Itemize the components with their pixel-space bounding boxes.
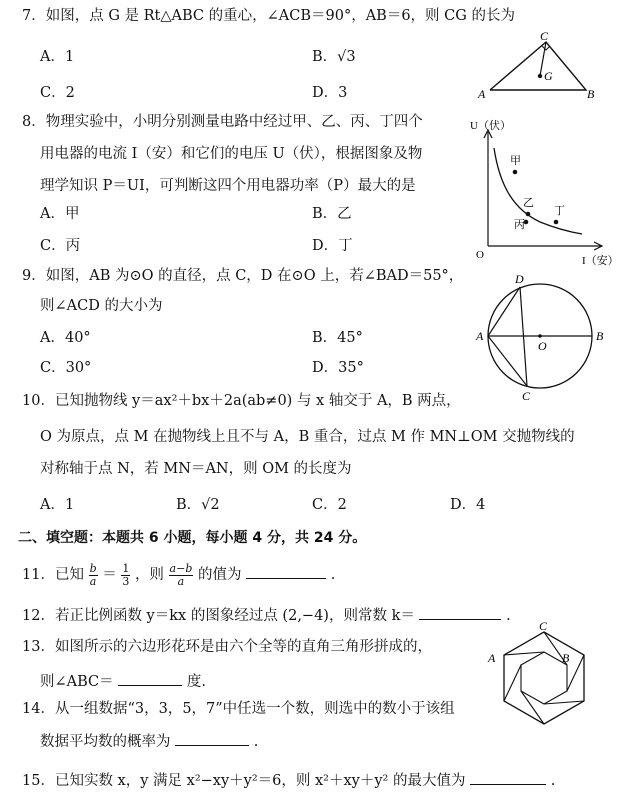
q9-option-b: B．45° bbox=[312, 330, 363, 346]
q8-option-d: D．丁 bbox=[312, 238, 353, 254]
q11-frac1-den: a bbox=[89, 574, 97, 588]
q8-label-yi: 乙 bbox=[523, 197, 534, 209]
q7-label-g: G bbox=[544, 69, 553, 83]
q11-frac2-den: 3 bbox=[122, 574, 130, 588]
q8-current-voltage-chart bbox=[470, 118, 620, 268]
q7-stem: 7．如图，点 G 是 Rt△ABC 的重心，∠ACB＝90°，AB＝6，则 CG 的长为 bbox=[22, 8, 515, 24]
q13-unit: 度. bbox=[186, 674, 206, 690]
q13-line-1: 13．如图所示的六边形花环是由六个全等的直角三角形拼成的， bbox=[22, 639, 432, 655]
q15-line bbox=[22, 768, 555, 791]
q10-option-b: B．√2 bbox=[176, 497, 220, 513]
q8-option-c: C．丙 bbox=[40, 238, 81, 254]
q15-text: 15．已知实数 x，y 满足 x²−xy＋y²＝6，则 x²＋xy＋y² 的最大值为 bbox=[22, 773, 466, 789]
q7-option-a: A．1 bbox=[40, 49, 75, 65]
q10-option-a: A．1 bbox=[40, 497, 75, 513]
q9-label-d: D bbox=[515, 272, 524, 286]
q9-line-2: 则∠ACD 的大小为 bbox=[40, 298, 163, 314]
q13-answer-blank[interactable] bbox=[118, 669, 182, 686]
q7-label-a: A bbox=[478, 87, 486, 101]
q8-label-u-axis: U（伏） bbox=[470, 120, 511, 132]
q15-end: . bbox=[550, 773, 556, 789]
q8-line-1: 8．物理实验中，小明分别测量电路中经过甲、乙、丙、丁四个 bbox=[22, 114, 423, 130]
q9-label-c: C bbox=[522, 389, 531, 403]
q9-label-b: B bbox=[596, 329, 604, 343]
q12-text: 12．若正比例函数 y＝kx 的图象经过点 (2,−4)，则常数 k＝ bbox=[22, 608, 415, 624]
q8-option-a: A．甲 bbox=[40, 206, 80, 222]
q8-label-jia: 甲 bbox=[510, 155, 521, 167]
q13-label-c: C bbox=[539, 619, 548, 633]
q8-label-ding: 丁 bbox=[554, 205, 565, 217]
q8-line-3: 理学知识 P＝UI，可判断这四个用电器功率（P）最大的是 bbox=[40, 178, 416, 194]
q7-triangle-figure bbox=[470, 28, 610, 103]
q14-line-2-text: 数据平均数的概率为 bbox=[40, 734, 171, 750]
q13-label-a: A bbox=[488, 651, 496, 665]
q8-label-origin: O bbox=[476, 249, 484, 261]
q8-label-i-axis: I（安） bbox=[582, 255, 619, 267]
q9-option-a: A．40° bbox=[40, 330, 91, 346]
q13-line-2-text: 则∠ABC＝ bbox=[40, 674, 114, 690]
q11-frac1-num: b bbox=[89, 561, 97, 575]
q11-fraction-one-third bbox=[121, 563, 130, 588]
q14-answer-blank[interactable] bbox=[175, 729, 249, 746]
q12-end: . bbox=[506, 608, 511, 624]
q13-label-b: B bbox=[562, 651, 570, 665]
q11-frac2-num: 1 bbox=[122, 561, 130, 575]
q13-line-2 bbox=[40, 669, 206, 692]
q11-frac3-num: a−b bbox=[169, 561, 193, 575]
q11-answer-blank[interactable] bbox=[246, 562, 326, 579]
q7-label-c: C bbox=[540, 29, 549, 43]
q11-suffix: 的值为 bbox=[197, 567, 242, 583]
q9-option-d: D．35° bbox=[312, 360, 364, 376]
q11-line bbox=[22, 562, 335, 588]
q11-frac3-den: a bbox=[177, 574, 185, 588]
q10-option-d: D．4 bbox=[450, 497, 486, 513]
q9-circle-figure bbox=[470, 272, 620, 402]
q7-option-b: B．√3 bbox=[312, 49, 356, 65]
q7-option-c: C．2 bbox=[40, 85, 75, 101]
q14-line-1: 14．从一组数据“3，3，5，7”中任选一个数，则选中的数小于该组 bbox=[22, 701, 455, 717]
q9-label-a: A bbox=[476, 329, 484, 343]
q10-line-3: 对称轴于点 N，若 MN＝AN，则 OM 的长度为 bbox=[40, 461, 352, 477]
q11-end: . bbox=[330, 567, 336, 583]
q11-prefix: 11．已知 bbox=[22, 567, 84, 583]
q7-option-d: D．3 bbox=[312, 85, 348, 101]
q11-fraction-b-over-a bbox=[89, 563, 98, 588]
section-2-header: 二、填空题：本题共 6 小题，每小题 4 分，共 24 分。 bbox=[18, 530, 367, 546]
q8-line-2: 用电器的电流 I（安）和它们的电压 U（伏），根据图象及物 bbox=[40, 146, 423, 162]
q11-equals: ＝ bbox=[102, 567, 117, 583]
q10-line-1: 10．已知抛物线 y＝ax²＋bx＋2a(ab≠0) 与 x 轴交于 A，B 两点， bbox=[22, 393, 461, 409]
q9-line-1: 9．如图，AB 为⊙O 的直径，点 C，D 在⊙O 上，若∠BAD＝55°， bbox=[22, 268, 464, 284]
q13-hexagon-figure bbox=[484, 619, 614, 742]
q11-mid: ，则 bbox=[134, 567, 164, 583]
q15-answer-blank[interactable] bbox=[470, 768, 546, 785]
q9-label-o: O bbox=[538, 339, 547, 353]
q12-answer-blank[interactable] bbox=[419, 603, 501, 620]
q10-line-2: O 为原点，点 M 在抛物线上且不与 A，B 重合，过点 M 作 MN⊥OM 交抛物线的 bbox=[40, 429, 575, 445]
q8-label-bing: 丙 bbox=[514, 219, 525, 231]
q10-option-c: C．2 bbox=[312, 497, 347, 513]
q12-line bbox=[22, 603, 511, 626]
q14-end: . bbox=[253, 734, 259, 750]
q8-option-b: B．乙 bbox=[312, 206, 352, 222]
q7-label-b: B bbox=[587, 87, 595, 101]
q14-line-2 bbox=[40, 729, 258, 752]
q11-fraction-a-minus-b-over-a bbox=[169, 563, 194, 588]
q9-option-c: C．30° bbox=[40, 360, 92, 376]
